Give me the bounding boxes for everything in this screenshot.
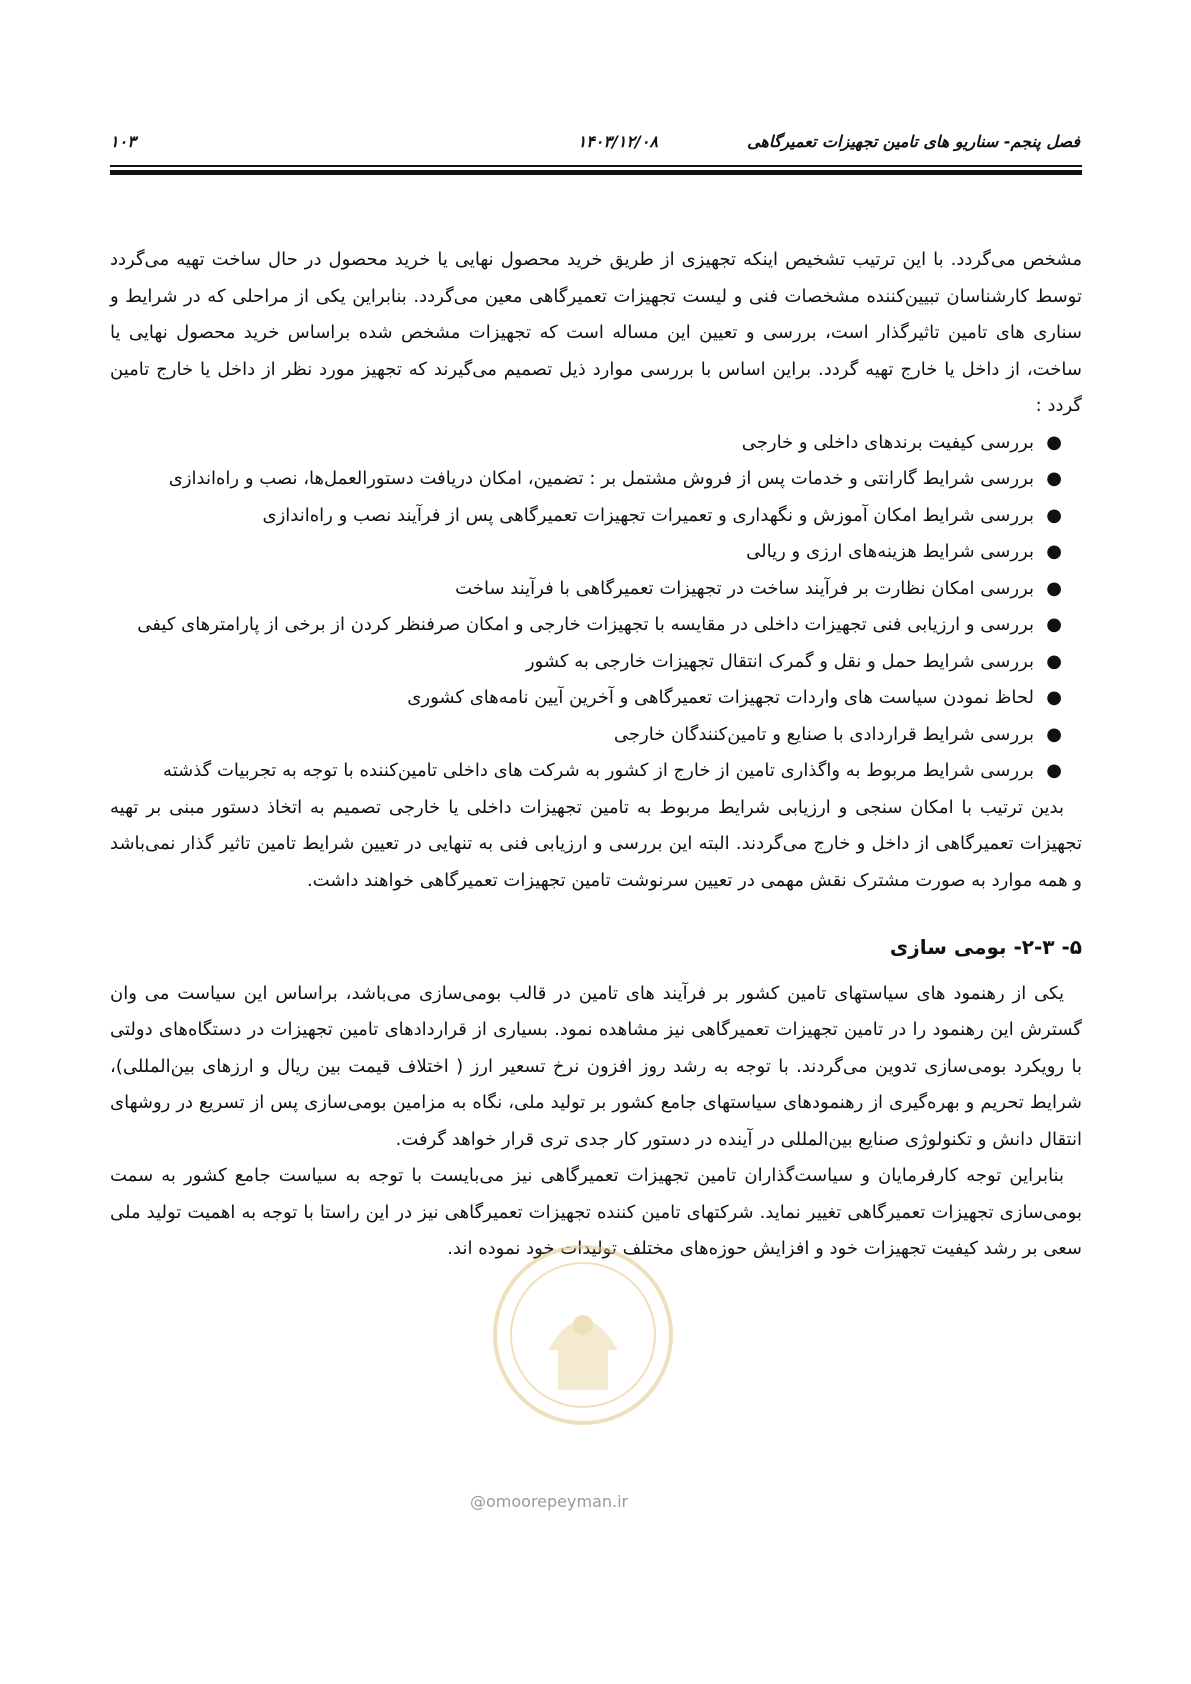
list-item: ● بررسی شرایط قراردادی با صنایع و تامین‌کنندگان خارجی — [110, 717, 1082, 754]
list-item: ● بررسی شرایط هزینه‌های ارزی و ریالی — [110, 534, 1082, 571]
list-item: ● بررسی امکان نظارت بر فرآیند ساخت در تجهیزات تعمیرگاهی با فرآیند ساخت — [110, 571, 1082, 608]
page-number: ۱۰۳ — [110, 132, 136, 151]
bullet-icon: ● — [1046, 504, 1062, 526]
list-item: ● بررسی شرایط گارانتی و خدمات پس از فروش مشتمل بر : تضمین، امکان دریافت دستورالعمل‌ها، نصب و راه‌اندازی — [110, 461, 1082, 498]
list-item: ● لحاظ نمودن سیاست های واردات تجهیزات تعمیرگاهی و آخرین آیین نامه‌های کشوری — [110, 680, 1082, 717]
list-item: ● بررسی کیفیت برندهای داخلی و خارجی — [110, 425, 1082, 462]
bullet-icon: ● — [1046, 760, 1062, 781]
section-heading: ۵- ۲-۳- بومی سازی — [889, 935, 1082, 959]
localization-paragraph-1: یکی از رهنمود های سیاستهای تامین کشور بر فرآیند های تامین در قالب بومی‌سازی می‌باشد، براساس این سیاست می وان گسترش این رهنمود را در تامین تجهیزات تعمیرگاهی نیز مشاهده نمود. بسیاری از قراردادهای تامین تجهیزات در دستگاه‌های دولتی با رویکرد بومی‌سازی تدوین می‌گردند. با توجه به رشد روز افزون نرخ تسعیر ارز ( اختلاف قیمت بین ریال و ارزهای بین‌المللی)، شرایط تحریم و بهره‌گیری از رهنمودهای سیاستهای جامع کشور بر تولید ملی، نگاه به مزامین بومی‌سازی پس از تسریع در روشهای انتقال دانش و تکنولوژی صنایع بین‌المللی در آینده در دستور کار جدی تری قرار خواهد گرفت. — [110, 982, 1082, 1150]
bullet-icon: ● — [1046, 468, 1062, 489]
list-item: ● بررسی شرایط حمل و نقل و گمرک انتقال تجهیزات خارجی به کشور — [110, 644, 1082, 681]
intro-paragraph: مشخص می‌گردد. با این ترتیب تشخیص اینکه تجهیزی از طریق خرید محصول نهایی یا خرید محصول در حال ساخت تهیه می‌گردد توسط کارشناسان تبیین‌کننده مشخصات فنی و لیست تجهیزات تعمیرگاهی معین می‌گردد. بنابراین یکی از مراحلی که در شرایط و سناری های تامین تاثیرگذار است، بررسی و تعیین این مساله است که تجهیزات مشخص شده براساس خرید محصول نهایی یا ساخت، از داخل یا خارج تهیه گردد. براین اساس با بررسی موارد ذیل تصمیم می‌گیرند که تجهیز مورد نظر از داخل یا خارج تامین گردد : — [110, 249, 1082, 416]
conclusion-paragraph: بدین ترتیب با امکان سنجی و ارزیابی شرایط مربوط به تامین تجهیزات داخلی یا خارجی تصمیم به اتخاذ دستور مبنی بر تهیه تجهیزات تعمیرگاهی از داخل و خارج می‌گردند. البته این بررسی و ارزیابی فنی به تنهایی در تعیین شرایط تامین تاثیر گذار نمی‌باشد و همه موارد به صورت مشترک نقش مهمی در تعیین سرنوشت تامین تجهیزات تعمیرگاهی خواهند داشت. — [110, 796, 1082, 891]
list-item: ● بررسی شرایط امکان آموزش و نگهداری و تعمیرات تجهیزات تعمیرگاهی پس از فرآیند نصب و راه‌اندازی — [110, 498, 1082, 535]
bullet-icon: ● — [1046, 577, 1062, 599]
watermark-site: @omoorepeyman.ir — [470, 1492, 629, 1511]
bullet-icon: ● — [1046, 687, 1062, 708]
bullet-icon: ● — [1046, 650, 1062, 672]
bullet-icon: ● — [1046, 431, 1062, 453]
bullet-icon: ● — [1046, 541, 1062, 562]
page-body — [110, 242, 1082, 1268]
bullet-icon: ● — [1046, 614, 1062, 635]
chapter-title: فصل پنجم- سناریو های تامین تجهیزات تعمیرگاهی — [747, 132, 1080, 151]
list-item: ● بررسی شرایط مربوط به واگذاری تامین از خارج از کشور به شرکت های داخلی تامین‌کننده با توجه به تجربیات گذشته — [110, 753, 1082, 790]
watermark-logo-icon — [488, 1230, 678, 1440]
bullet-icon: ● — [1046, 723, 1062, 745]
header-rule-thick — [110, 170, 1082, 175]
header-rule-thin — [110, 165, 1082, 167]
criteria-list — [110, 425, 1082, 790]
list-item: ● بررسی و ارزیابی فنی تجهیزات داخلی در مقایسه با تجهیزات خارجی و امکان صرفنظر کردن از برخی از پارامترهای کیفی — [110, 607, 1082, 644]
header-date: ۱۴۰۳/۱۲/۰۸ — [577, 132, 658, 151]
page-header — [110, 128, 1080, 162]
localization-paragraph-2: بنابراین توجه کارفرمایان و سیاست‌گذاران تامین تجهیزات تعمیرگاهی نیز می‌بایست با توجه به سیاست جامع کشور به سمت بومی‌سازی تجهیزات تعمیرگاهی تغییر نماید. شرکتهای تامین کننده تجهیزات تعمیرگاهی نیز در این راستا با توجه به اهمیت تولید ملی سعی بر رشد کیفیت تجهیزات خود و افزایش حوزه‌های مختلف تولیدات خود نموده اند. — [110, 1165, 1082, 1259]
